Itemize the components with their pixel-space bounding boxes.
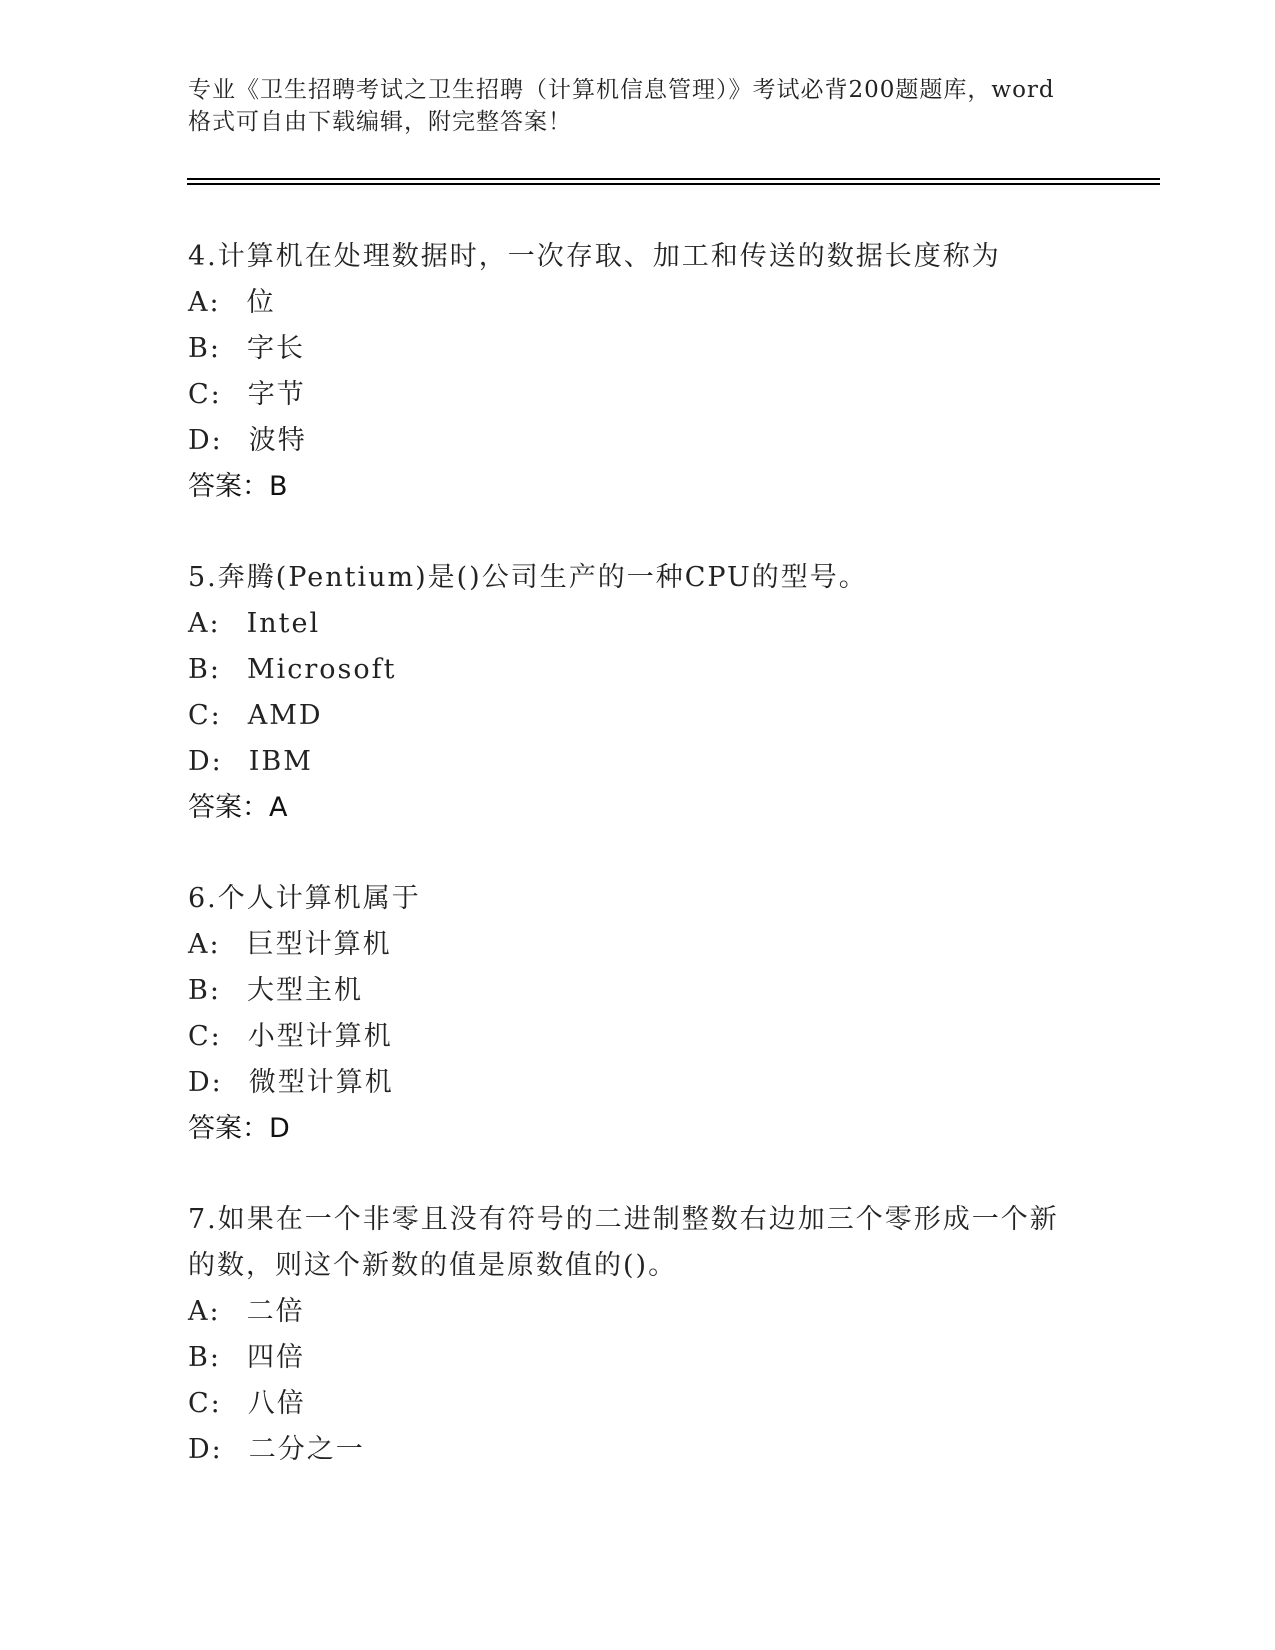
option-letter: A: bbox=[188, 1296, 221, 1327]
option-letter: C: bbox=[188, 379, 222, 410]
document-header bbox=[188, 74, 1088, 138]
option-text: IBM bbox=[248, 746, 313, 777]
option-d bbox=[188, 418, 1088, 464]
option-text: 位 bbox=[246, 287, 276, 318]
option-text: 巨型计算机 bbox=[246, 929, 392, 960]
option-text: 小型计算机 bbox=[247, 1021, 393, 1052]
option-text: 二倍 bbox=[246, 1296, 305, 1327]
option-d bbox=[188, 1427, 1088, 1473]
option-letter: A: bbox=[188, 929, 221, 960]
option-text: 字节 bbox=[247, 379, 306, 410]
option-letter: A: bbox=[188, 287, 221, 318]
option-letter: C: bbox=[188, 700, 222, 731]
header-title-line-2: 格式可自由下载编辑，附完整答案！ bbox=[188, 109, 572, 135]
option-c bbox=[188, 372, 1088, 418]
option-b bbox=[188, 1335, 1088, 1381]
option-text: 二分之一 bbox=[248, 1434, 365, 1465]
option-text: AMD bbox=[247, 700, 323, 731]
option-text: Intel bbox=[246, 608, 321, 639]
option-b bbox=[188, 968, 1088, 1014]
option-d bbox=[188, 739, 1088, 785]
option-letter: A: bbox=[188, 608, 221, 639]
option-letter: C: bbox=[188, 1388, 222, 1419]
option-letter: B: bbox=[188, 654, 221, 685]
option-text: 八倍 bbox=[247, 1388, 306, 1419]
answer-text: 答案：D bbox=[188, 1113, 290, 1144]
answer-text: 答案：A bbox=[188, 792, 288, 823]
option-text: 大型主机 bbox=[246, 975, 363, 1006]
option-a bbox=[188, 280, 1088, 326]
option-letter: D: bbox=[188, 1067, 223, 1098]
option-letter: C: bbox=[188, 1021, 222, 1052]
option-letter: D: bbox=[188, 425, 223, 456]
question-4 bbox=[188, 234, 1088, 510]
question-7 bbox=[188, 1197, 1088, 1473]
option-text: 四倍 bbox=[246, 1342, 305, 1373]
option-text: Microsoft bbox=[246, 654, 397, 685]
header-divider-bottom bbox=[187, 183, 1160, 185]
option-a bbox=[188, 922, 1088, 968]
header-divider-top bbox=[187, 178, 1160, 180]
option-letter: B: bbox=[188, 333, 221, 364]
question-text: 4.计算机在处理数据时，一次存取、加工和传送的数据长度称为 bbox=[188, 241, 1001, 272]
question-text: 5.奔腾(Pentium)是()公司生产的一种CPU的型号。 bbox=[188, 562, 868, 593]
option-text: 波特 bbox=[248, 425, 307, 456]
option-c bbox=[188, 1381, 1088, 1427]
question-5 bbox=[188, 555, 1088, 831]
option-text: 字长 bbox=[246, 333, 305, 364]
question-6 bbox=[188, 876, 1088, 1152]
header-title-line-1: 专业《卫生招聘考试之卫生招聘（计算机信息管理）》考试必背200题题库，word bbox=[188, 77, 1055, 103]
option-b bbox=[188, 326, 1088, 372]
question-text: 6.个人计算机属于 bbox=[188, 883, 421, 914]
option-text: 微型计算机 bbox=[248, 1067, 394, 1098]
option-letter: B: bbox=[188, 975, 221, 1006]
option-d bbox=[188, 1060, 1088, 1106]
option-a bbox=[188, 601, 1088, 647]
option-letter: B: bbox=[188, 1342, 221, 1373]
option-b bbox=[188, 647, 1088, 693]
option-letter: D: bbox=[188, 1434, 223, 1465]
option-letter: D: bbox=[188, 746, 223, 777]
question-text-line-2: 的数，则这个新数的值是原数值的()。 bbox=[188, 1250, 678, 1281]
answer-text: 答案：B bbox=[188, 471, 288, 502]
option-a bbox=[188, 1289, 1088, 1335]
option-c bbox=[188, 693, 1088, 739]
option-c bbox=[188, 1014, 1088, 1060]
question-text-line-1: 7.如果在一个非零且没有符号的二进制整数右边加三个零形成一个新 bbox=[188, 1204, 1059, 1235]
